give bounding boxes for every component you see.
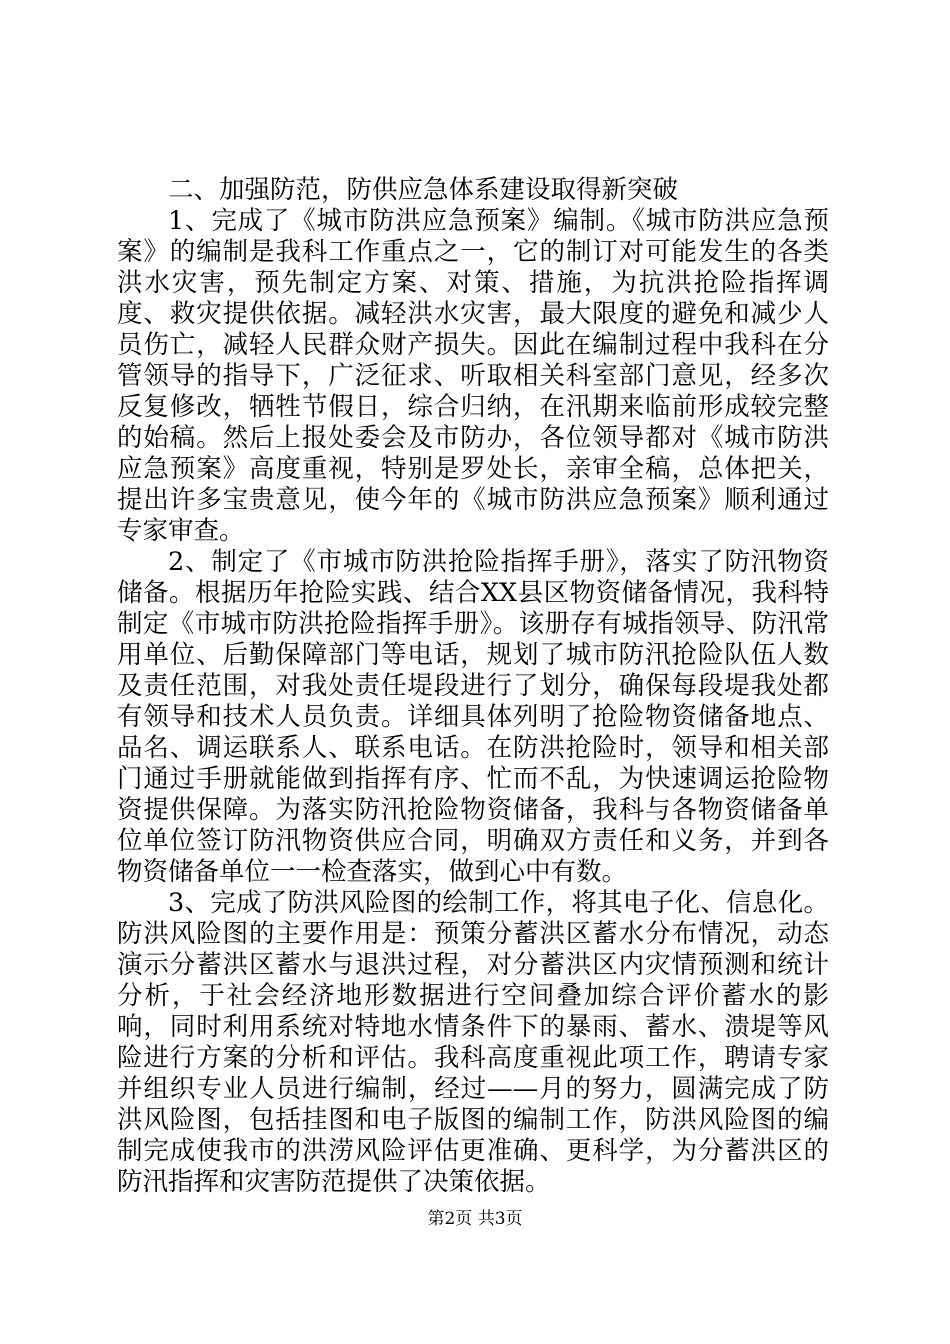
section-heading: 二、加强防范，防供应急体系建设取得新突破 <box>168 175 679 205</box>
document-body <box>117 175 829 1198</box>
page-footer: 第2页 共3页 <box>427 1209 523 1229</box>
paragraph-2: 2、制定了《市城市防洪抢险指挥手册》，落实了防汛物资储备。根据历年抢险实践、结合XX县区物资储备情况，我科特制定《市城市防洪抢险指挥手册》。该册存有城指领导、防汛常用单位、后勤保障部门等电话，规划了城市防汛抢险队伍人数及责任范围，对我处责任堤段进行了划分，确保每段堤我处都有领导和技术人员负责。详细具体列明了抢险物资储备地点、品名、调运联系人、联系电话。在防洪抢险时，领导和相关部门通过手册就能做到指挥有序、忙而不乱，为快速调运抢险物资提供保障。为落实防汛抢险物资储备，我科与各物资储备单位单位签订防汛物资供应合同，明确双方责任和义务，并到各物资储备单位一一检查落实，做到心中有数。 <box>117 547 829 887</box>
paragraph-1: 1、完成了《城市防洪应急预案》编制。《城市防洪应急预案》的编制是我科工作重点之一，它的制订对可能发生的各类洪水灾害，预先制定方案、对策、措施，为抗洪抢险指挥调度、救灾提供依据。减轻洪水灾害，最大限度的避免和减少人员伤亡，减轻人民群众财产损失。因此在编制过程中我科在分管领导的指导下，广泛征求、听取相关科室部门意见，经多次反复修改，牺牲节假日，综合归纳，在汛期来临前形成较完整的始稿。然后上报处委会及市防办，各位领导都对《城市防洪应急预案》高度重视，特别是罗处长，亲审全稿，总体把关，提出许多宝贵意见，使今年的《城市防洪应急预案》顺利通过专家审查。 <box>117 206 829 546</box>
paragraph-3: 3、完成了防洪风险图的绘制工作，将其电子化、信息化。防洪风险图的主要作用是：预策分蓄洪区蓄水分布情况，动态演示分蓄洪区蓄水与退洪过程，对分蓄洪区内灾情预测和统计分析，于社会经济地形数据进行空间叠加综合评价蓄水的影响，同时利用系统对特地水情条件下的暴雨、蓄水、溃堤等风险进行方案的分析和评估。我科高度重视此项工作，聘请专家并组织专业人员进行编制，经过——月的努力，圆满完成了防洪风险图，包括挂图和电子版图的编制工作，防洪风险图的编制完成使我市的洪涝风险评估更准确、更科学，为分蓄洪区的防汛指挥和灾害防范提供了决策依据。 <box>117 888 829 1197</box>
